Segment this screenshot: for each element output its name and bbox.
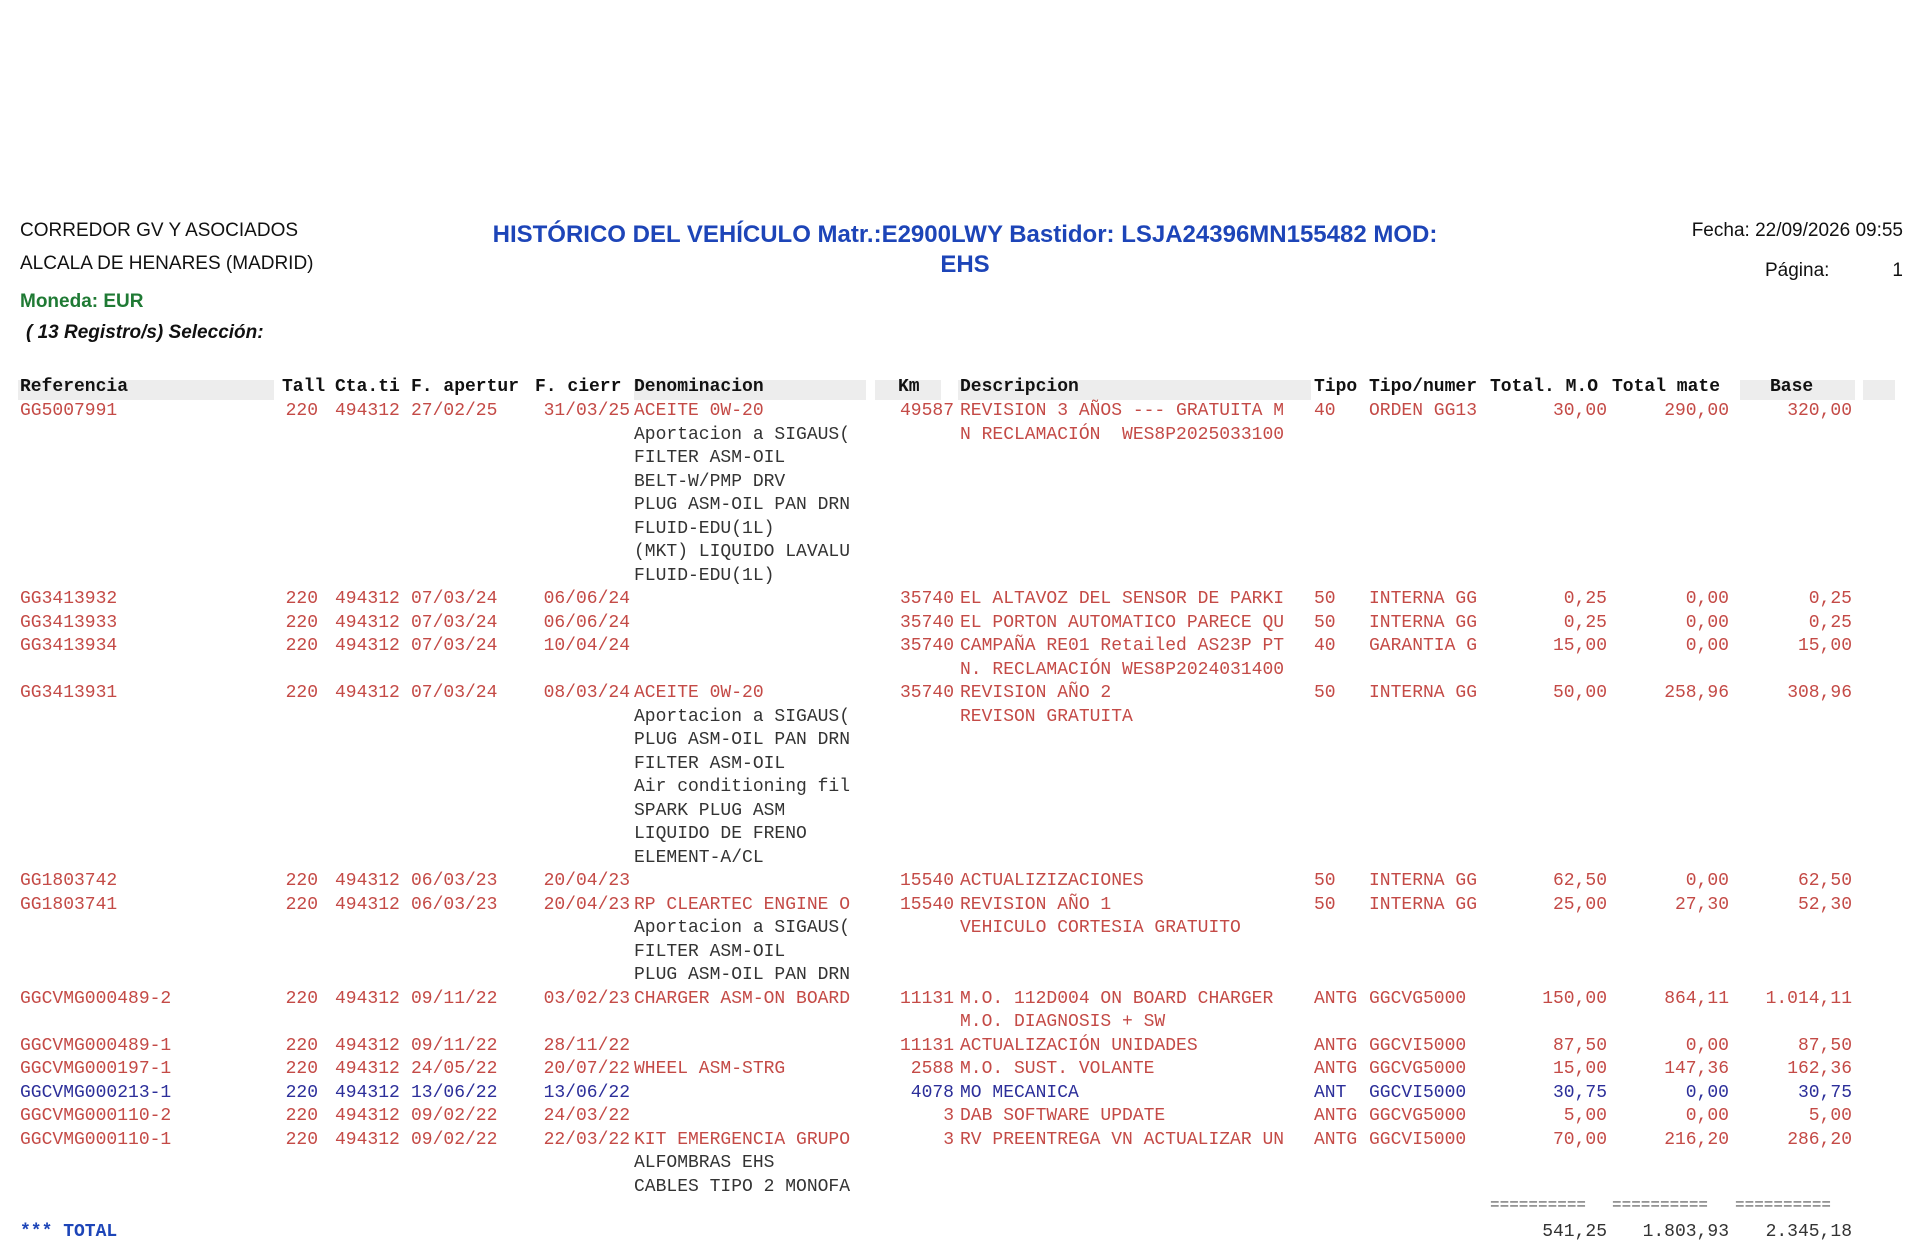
cell-cta: 494312 (335, 683, 400, 703)
cell-cta: 494312 (335, 1082, 400, 1103)
col-header-cierre: F. cierr (535, 377, 622, 397)
cell-cierre: 31/03/25 (543, 401, 630, 421)
cell-total-mo: 62,50 (1552, 871, 1607, 891)
cell-tall: 220 (285, 612, 318, 633)
cell-total-mat: 864,11 (1664, 988, 1729, 1009)
cell-tall: 220 (285, 988, 318, 1009)
col-header-tipo: Tipo (1314, 377, 1358, 397)
cell-tiponum: INTERNA GG (1369, 871, 1478, 891)
cell-referencia: GGCVMG000213-1 (20, 1082, 172, 1103)
cell-cierre: 20/04/23 (543, 871, 630, 891)
cell-base: 1.014,11 (1765, 988, 1852, 1009)
col-header-denominacion: Denominacion (634, 377, 764, 397)
cell-denominacion: LIQUIDO DE FRENO (634, 824, 807, 844)
cell-cierre: 06/06/24 (543, 589, 630, 609)
cell-base: 0,25 (1808, 612, 1852, 633)
cell-total-mat: 216,20 (1664, 1129, 1729, 1150)
cell-referencia: GG1803742 (20, 871, 118, 891)
cell-referencia: GGCVMG000489-2 (20, 988, 172, 1009)
cell-tipo: 50 (1314, 894, 1336, 915)
cell-cta: 494312 (335, 1059, 400, 1079)
cell-denominacion: ACEITE 0W-20 (634, 683, 764, 703)
cell-km: 49587 (899, 401, 954, 421)
cell-total-mo: 70,00 (1552, 1129, 1607, 1150)
cell-descripcion: M.O. DIAGNOSIS + SW (960, 1012, 1166, 1032)
cell-apertura: 07/03/24 (411, 612, 498, 633)
cell-tall: 220 (285, 1082, 318, 1103)
cell-denominacion: FLUID-EDU(1L) (634, 518, 775, 539)
cell-tipo: ANTG (1314, 1106, 1358, 1126)
cell-cta: 494312 (335, 401, 400, 421)
cell-base: 52,30 (1797, 894, 1852, 915)
cell-km: 35740 (899, 589, 954, 609)
cell-tall: 220 (285, 1106, 318, 1126)
page-label: Página: (1765, 260, 1830, 281)
total-label: *** TOTAL (20, 1222, 118, 1242)
cell-cierre: 03/02/23 (543, 988, 630, 1009)
cell-denominacion: Aportacion a SIGAUS( (634, 918, 851, 938)
cell-total-mo: 150,00 (1542, 988, 1607, 1009)
cell-km: 3 (943, 1106, 954, 1126)
cell-referencia: GGCVMG000110-1 (20, 1129, 172, 1150)
cell-total-mat: 147,36 (1664, 1059, 1729, 1079)
cell-km: 11131 (899, 1035, 954, 1056)
cell-apertura: 09/02/22 (411, 1129, 498, 1150)
cell-tiponum: ORDEN GG13 (1369, 401, 1478, 421)
cell-base: 15,00 (1797, 636, 1852, 656)
page-title (440, 220, 1490, 280)
cell-total-mat: 290,00 (1664, 401, 1729, 421)
cell-denominacion: Aportacion a SIGAUS( (634, 424, 851, 445)
cell-descripcion: N RECLAMACIÓN WES8P2025033100 (960, 424, 1285, 445)
cell-denominacion: ACEITE 0W-20 (634, 401, 764, 421)
cell-denominacion: FILTER ASM-OIL (634, 448, 786, 468)
cell-denominacion: BELT-W/PMP DRV (634, 471, 786, 492)
title-line-1: HISTÓRICO DEL VEHÍCULO Matr.:E2900LWY Bastidor: LSJA24396MN155482 MOD: (492, 221, 1438, 248)
cell-cierre: 08/03/24 (543, 683, 630, 703)
cell-tipo: ANTG (1314, 1059, 1358, 1079)
cell-apertura: 06/03/23 (411, 894, 498, 915)
cell-apertura: 09/11/22 (411, 1035, 498, 1056)
total-separator-mat: ========== (1612, 1196, 1709, 1214)
total-base: 2.345,18 (1765, 1222, 1852, 1242)
col-header-km: Km (898, 377, 920, 397)
col-header-apertura: F. apertur (411, 377, 520, 397)
title-line-2: EHS (940, 251, 990, 278)
cell-tiponum: INTERNA GG (1369, 683, 1478, 703)
cell-tipo: ANT (1314, 1082, 1347, 1103)
cell-base: 286,20 (1787, 1129, 1852, 1150)
cell-cta: 494312 (335, 894, 400, 915)
cell-total-mat: 0,00 (1685, 871, 1729, 891)
cell-total-mat: 0,00 (1685, 1035, 1729, 1056)
cell-descripcion: N. RECLAMACIÓN WES8P2024031400 (960, 659, 1285, 680)
cell-total-mat: 0,00 (1685, 636, 1729, 656)
cell-km: 11131 (899, 988, 954, 1009)
cell-cierre: 13/06/22 (543, 1082, 630, 1103)
total-mo: 541,25 (1542, 1222, 1607, 1242)
cell-denominacion: WHEEL ASM-STRG (634, 1059, 786, 1079)
cell-km: 35740 (899, 683, 954, 703)
cell-tiponum: GGCVG5000 (1369, 988, 1467, 1009)
cell-base: 30,75 (1797, 1082, 1852, 1103)
cell-tiponum: GARANTIA G (1369, 636, 1478, 656)
cell-descripcion: CAMPAÑA RE01 Retailed AS23P PT (960, 636, 1285, 656)
cell-total-mo: 0,25 (1563, 589, 1607, 609)
cell-tall: 220 (285, 894, 318, 915)
cell-total-mo: 15,00 (1552, 636, 1607, 656)
cell-total-mo: 30,00 (1552, 401, 1607, 421)
cell-tiponum: INTERNA GG (1369, 589, 1478, 609)
cell-tiponum: GGCVG5000 (1369, 1106, 1467, 1126)
page-number: 1 (1892, 260, 1903, 281)
col-header-tall: Tall (282, 377, 326, 397)
cell-denominacion: Air conditioning fil (634, 777, 851, 797)
header-bg-extra (1863, 380, 1895, 400)
cell-base: 0,25 (1808, 589, 1852, 609)
col-header-tiponum: Tipo/numer (1369, 377, 1478, 397)
cell-tiponum: GGCVI5000 (1369, 1082, 1467, 1103)
cell-cta: 494312 (335, 1106, 400, 1126)
cell-tall: 220 (285, 589, 318, 609)
cell-total-mo: 87,50 (1552, 1035, 1607, 1056)
cell-apertura: 09/02/22 (411, 1106, 498, 1126)
cell-tall: 220 (285, 871, 318, 891)
cell-descripcion: M.O. SUST. VOLANTE (960, 1059, 1155, 1079)
cell-denominacion: (MKT) LIQUIDO LAVALU (634, 542, 851, 562)
cell-tipo: 50 (1314, 871, 1336, 891)
cell-denominacion: KIT EMERGENCIA GRUPO (634, 1129, 851, 1150)
currency-label: Moneda: EUR (20, 291, 144, 312)
cell-cta: 494312 (335, 612, 400, 633)
cell-km: 2588 (910, 1059, 954, 1079)
cell-total-mat: 27,30 (1674, 894, 1729, 915)
col-header-descripcion: Descripcion (960, 377, 1079, 397)
cell-km: 4078 (910, 1082, 954, 1103)
cell-apertura: 24/05/22 (411, 1059, 498, 1079)
cell-tipo: ANTG (1314, 1035, 1358, 1056)
cell-total-mat: 258,96 (1664, 683, 1729, 703)
cell-referencia: GG1803741 (20, 894, 118, 915)
cell-denominacion: ALFOMBRAS EHS (634, 1153, 775, 1173)
cell-descripcion: DAB SOFTWARE UPDATE (960, 1106, 1166, 1126)
cell-referencia: GGCVMG000489-1 (20, 1035, 172, 1056)
cell-total-mo: 15,00 (1552, 1059, 1607, 1079)
cell-denominacion: PLUG ASM-OIL PAN DRN (634, 730, 851, 750)
cell-descripcion: RV PREENTREGA VN ACTUALIZAR UN (960, 1129, 1285, 1150)
cell-base: 308,96 (1787, 683, 1852, 703)
cell-descripcion: M.O. 112D004 ON BOARD CHARGER (960, 988, 1274, 1009)
col-header-referencia: Referencia (20, 377, 129, 397)
cell-km: 35740 (899, 612, 954, 633)
cell-denominacion: PLUG ASM-OIL PAN DRN (634, 965, 851, 985)
cell-referencia: GG3413933 (20, 612, 118, 633)
cell-total-mat: 0,00 (1685, 612, 1729, 633)
cell-tipo: ANTG (1314, 988, 1358, 1009)
col-header-base: Base (1770, 377, 1814, 397)
cell-tall: 220 (285, 401, 318, 421)
cell-tipo: ANTG (1314, 1129, 1358, 1150)
cell-tipo: 50 (1314, 612, 1336, 633)
cell-cierre: 22/03/22 (543, 1129, 630, 1150)
cell-tipo: 40 (1314, 636, 1336, 656)
cell-referencia: GGCVMG000110-2 (20, 1106, 172, 1126)
cell-cierre: 28/11/22 (543, 1035, 630, 1056)
cell-descripcion: ACTUALIZIZACIONES (960, 871, 1144, 891)
cell-total-mat: 0,00 (1685, 1106, 1729, 1126)
cell-denominacion: Aportacion a SIGAUS( (634, 706, 851, 727)
total-separator-base: ========== (1735, 1196, 1832, 1214)
cell-denominacion: FLUID-EDU(1L) (634, 565, 775, 586)
cell-descripcion: ACTUALIZACIÓN UNIDADES (960, 1035, 1198, 1056)
cell-cta: 494312 (335, 871, 400, 891)
cell-apertura: 09/11/22 (411, 988, 498, 1009)
cell-tiponum: GGCVI5000 (1369, 1129, 1467, 1150)
cell-descripcion: REVISION 3 AÑOS --- GRATUITA M (960, 401, 1285, 421)
cell-base: 87,50 (1797, 1035, 1852, 1056)
cell-cta: 494312 (335, 636, 400, 656)
cell-tiponum: INTERNA GG (1369, 612, 1478, 633)
cell-referencia: GG3413934 (20, 636, 118, 656)
cell-apertura: 27/02/25 (411, 401, 498, 421)
cell-descripcion: REVISON GRATUITA (960, 706, 1133, 727)
cell-denominacion: ELEMENT-A/CL (634, 847, 764, 868)
cell-km: 15540 (899, 871, 954, 891)
cell-base: 62,50 (1797, 871, 1852, 891)
report-date: Fecha: 22/09/2026 09:55 (1691, 220, 1903, 241)
cell-km: 3 (943, 1129, 954, 1150)
cell-cta: 494312 (335, 1035, 400, 1056)
total-separator-mo: ========== (1490, 1196, 1587, 1214)
cell-base: 320,00 (1787, 401, 1852, 421)
cell-denominacion: CHARGER ASM-ON BOARD (634, 988, 851, 1009)
cell-cta: 494312 (335, 1129, 400, 1150)
cell-cierre: 10/04/24 (543, 636, 630, 656)
cell-descripcion: VEHICULO CORTESIA GRATUITO (960, 918, 1241, 938)
cell-tipo: 50 (1314, 683, 1336, 703)
cell-apertura: 07/03/24 (411, 683, 498, 703)
cell-referencia: GG3413931 (20, 683, 118, 703)
cell-descripcion: EL PORTON AUTOMATICO PARECE QU (960, 612, 1285, 633)
cell-tall: 220 (285, 1129, 318, 1150)
col-header-total-mat: Total mate (1612, 377, 1721, 397)
cell-referencia: GG5007991 (20, 401, 118, 421)
cell-referencia: GG3413932 (20, 589, 118, 609)
cell-tall: 220 (285, 1059, 318, 1079)
cell-total-mo: 30,75 (1552, 1082, 1607, 1103)
cell-km: 15540 (899, 894, 954, 915)
cell-tall: 220 (285, 636, 318, 656)
cell-apertura: 13/06/22 (411, 1082, 498, 1103)
cell-tipo: 50 (1314, 589, 1336, 609)
col-header-total-mo: Total. M.O (1490, 377, 1599, 397)
cell-descripcion: EL ALTAVOZ DEL SENSOR DE PARKI (960, 589, 1285, 609)
cell-total-mat: 0,00 (1685, 1082, 1729, 1103)
cell-tall: 220 (285, 683, 318, 703)
cell-apertura: 07/03/24 (411, 636, 498, 656)
cell-denominacion: FILTER ASM-OIL (634, 941, 786, 962)
cell-tiponum: INTERNA GG (1369, 894, 1478, 915)
cell-km: 35740 (899, 636, 954, 656)
company-name: CORREDOR GV Y ASOCIADOS (20, 220, 299, 241)
cell-descripcion: REVISION AÑO 1 (960, 894, 1112, 915)
cell-apertura: 06/03/23 (411, 871, 498, 891)
cell-tiponum: GGCVG5000 (1369, 1059, 1467, 1079)
cell-apertura: 07/03/24 (411, 589, 498, 609)
cell-denominacion: SPARK PLUG ASM (634, 800, 786, 821)
cell-cierre: 20/04/23 (543, 894, 630, 915)
cell-cierre: 20/07/22 (543, 1059, 630, 1079)
cell-descripcion: REVISION AÑO 2 (960, 683, 1112, 703)
cell-tipo: 40 (1314, 401, 1336, 421)
cell-cta: 494312 (335, 988, 400, 1009)
cell-total-mat: 0,00 (1685, 589, 1729, 609)
cell-cierre: 24/03/22 (543, 1106, 630, 1126)
cell-total-mo: 50,00 (1552, 683, 1607, 703)
total-mat: 1.803,93 (1642, 1222, 1729, 1242)
cell-descripcion: MO MECANICA (960, 1082, 1079, 1103)
company-location: ALCALA DE HENARES (MADRID) (20, 253, 314, 274)
cell-denominacion: PLUG ASM-OIL PAN DRN (634, 495, 851, 515)
cell-total-mo: 25,00 (1552, 894, 1607, 915)
cell-total-mo: 0,25 (1563, 612, 1607, 633)
cell-cta: 494312 (335, 589, 400, 609)
cell-denominacion: FILTER ASM-OIL (634, 753, 786, 774)
cell-total-mo: 5,00 (1563, 1106, 1607, 1126)
cell-base: 5,00 (1808, 1106, 1852, 1126)
cell-referencia: GGCVMG000197-1 (20, 1059, 172, 1079)
record-count: ( 13 Registro/s) Selección: (26, 322, 264, 343)
cell-cierre: 06/06/24 (543, 612, 630, 633)
cell-denominacion: RP CLEARTEC ENGINE O (634, 894, 851, 915)
cell-denominacion: CABLES TIPO 2 MONOFA (634, 1176, 851, 1197)
col-header-cta: Cta.ti (335, 377, 400, 397)
cell-base: 162,36 (1787, 1059, 1852, 1079)
cell-tiponum: GGCVI5000 (1369, 1035, 1467, 1056)
cell-tall: 220 (285, 1035, 318, 1056)
